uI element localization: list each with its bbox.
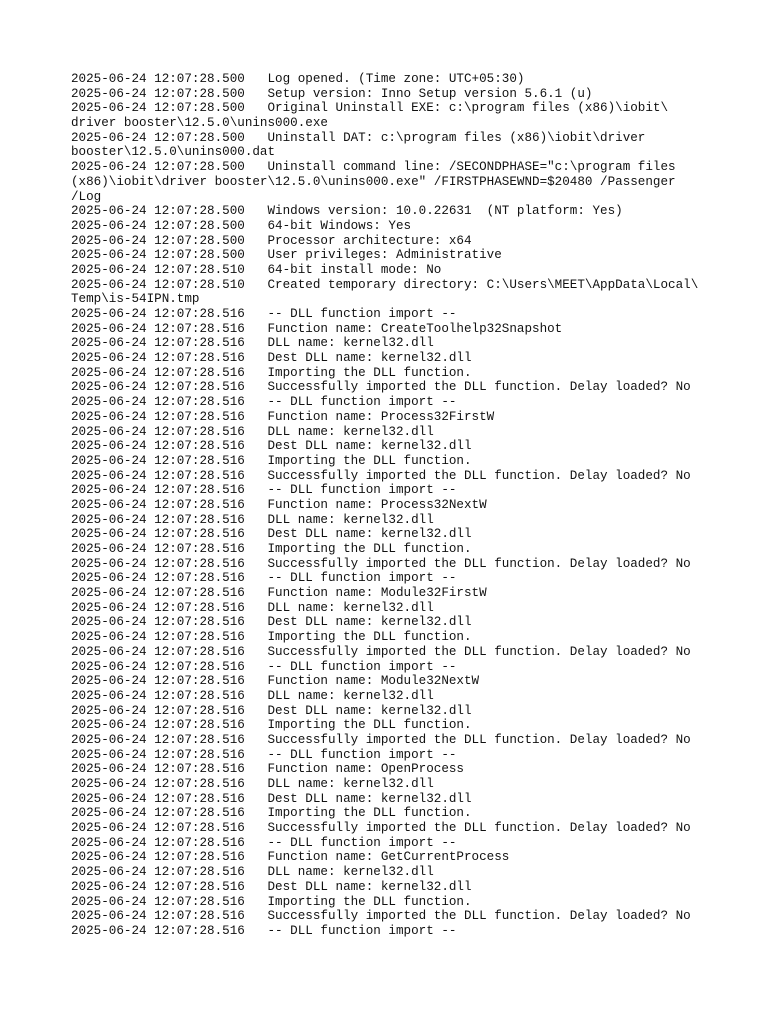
log-line: 2025-06-24 12:07:28.500 Windows version: 10.0.22631 (NT platform: Yes) bbox=[71, 204, 623, 219]
log-line: driver booster\12.5.0\unins000.exe bbox=[71, 116, 328, 131]
log-line: 2025-06-24 12:07:28.516 DLL name: kernel32.dll bbox=[71, 600, 434, 615]
log-line: 2025-06-24 12:07:28.500 User privileges: Administrative bbox=[71, 248, 502, 263]
log-line: 2025-06-24 12:07:28.516 Function name: Module32NextW bbox=[71, 674, 480, 689]
log-line: /Log bbox=[71, 189, 102, 204]
log-line: 2025-06-24 12:07:28.516 -- DLL function import -- bbox=[71, 307, 457, 321]
log-line: 2025-06-24 12:07:28.516 DLL name: kernel32.dll bbox=[71, 336, 434, 351]
log-line: 2025-06-24 12:07:28.500 Setup version: Inno Setup version 5.6.1 (u) bbox=[71, 86, 593, 101]
log-line: 2025-06-24 12:07:28.516 -- DLL function import -- bbox=[71, 395, 457, 410]
log-line: 2025-06-24 12:07:28.516 Successfully imported the DLL function. Delay loaded? No bbox=[71, 644, 691, 659]
log-line: 2025-06-24 12:07:28.516 Successfully imported the DLL function. Delay loaded? No bbox=[71, 732, 691, 747]
log-line: 2025-06-24 12:07:28.516 Importing the DLL function. bbox=[71, 365, 472, 380]
log-line: 2025-06-24 12:07:28.516 Dest DLL name: kernel32.dll bbox=[71, 703, 472, 718]
log-line: 2025-06-24 12:07:28.516 Dest DLL name: kernel32.dll bbox=[71, 351, 472, 366]
log-line: 2025-06-24 12:07:28.516 Dest DLL name: kernel32.dll bbox=[71, 527, 472, 542]
log-line: 2025-06-24 12:07:28.516 -- DLL function import -- bbox=[71, 483, 457, 498]
log-line: 2025-06-24 12:07:28.516 -- DLL function import -- bbox=[71, 571, 457, 586]
log-line: 2025-06-24 12:07:28.516 Dest DLL name: kernel32.dll bbox=[71, 439, 472, 454]
log-line: 2025-06-24 12:07:28.516 Importing the DLL function. bbox=[71, 542, 472, 556]
log-line: 2025-06-24 12:07:28.500 Uninstall DAT: c:\program files (x86)\iobit\driver bbox=[71, 130, 646, 145]
log-line: Temp\is-54IPN.tmp bbox=[71, 292, 200, 307]
log-line: 2025-06-24 12:07:28.516 Importing the DLL function. bbox=[71, 718, 472, 733]
log-line: 2025-06-24 12:07:28.516 Function name: GetCurrentProcess bbox=[71, 850, 510, 865]
log-line: 2025-06-24 12:07:28.516 -- DLL function import -- bbox=[71, 835, 457, 850]
log-line: 2025-06-24 12:07:28.516 Dest DLL name: kernel32.dll bbox=[71, 791, 472, 806]
log-line: 2025-06-24 12:07:28.516 Importing the DLL function. bbox=[71, 453, 472, 468]
log-line: 2025-06-24 12:07:28.516 Dest DLL name: kernel32.dll bbox=[71, 879, 472, 894]
log-line: 2025-06-24 12:07:28.516 -- DLL function import -- bbox=[71, 659, 457, 674]
log-line: 2025-06-24 12:07:28.516 DLL name: kernel32.dll bbox=[71, 865, 434, 880]
log-line: 2025-06-24 12:07:28.500 64-bit Windows: Yes bbox=[71, 218, 412, 233]
log-line: 2025-06-24 12:07:28.516 Successfully imported the DLL function. Delay loaded? No bbox=[71, 821, 691, 836]
log-line: 2025-06-24 12:07:28.510 64-bit install mode: No bbox=[71, 262, 442, 277]
log-line: 2025-06-24 12:07:28.516 Dest DLL name: kernel32.dll bbox=[71, 615, 472, 630]
log-line: 2025-06-24 12:07:28.516 -- DLL function import -- bbox=[71, 747, 457, 762]
log-line: 2025-06-24 12:07:28.516 Function name: Process32FirstW bbox=[71, 409, 495, 424]
log-line: 2025-06-24 12:07:28.516 Successfully imported the DLL function. Delay loaded? No bbox=[71, 380, 691, 395]
log-line: 2025-06-24 12:07:28.500 Original Uninstall EXE: c:\program files (x86)\iobit\ bbox=[71, 101, 669, 116]
log-line: 2025-06-24 12:07:28.516 Importing the DLL function. bbox=[71, 894, 472, 909]
log-line: 2025-06-24 12:07:28.516 Successfully imported the DLL function. Delay loaded? No bbox=[71, 468, 691, 483]
log-line: 2025-06-24 12:07:28.516 Successfully imported the DLL function. Delay loaded? No bbox=[71, 556, 691, 571]
log-line: 2025-06-24 12:07:28.516 Importing the DLL function. bbox=[71, 806, 472, 821]
log-line: 2025-06-24 12:07:28.516 DLL name: kernel32.dll bbox=[71, 512, 434, 527]
log-line: 2025-06-24 12:07:28.516 DLL name: kernel32.dll bbox=[71, 424, 434, 439]
log-line: 2025-06-24 12:07:28.510 Created temporary directory: C:\Users\MEET\AppData\Local\ bbox=[71, 277, 699, 292]
log-line: 2025-06-24 12:07:28.516 DLL name: kernel32.dll bbox=[71, 688, 434, 703]
log-line: 2025-06-24 12:07:28.516 DLL name: kernel32.dll bbox=[71, 777, 434, 791]
log-line: (x86)\iobit\driver booster\12.5.0\unins000.exe" /FIRSTPHASEWND=$20480 /Passenger bbox=[71, 174, 676, 189]
log-line: 2025-06-24 12:07:28.516 -- DLL function import -- bbox=[71, 923, 457, 938]
log-line: 2025-06-24 12:07:28.516 Function name: CreateToolhelp32Snapshot bbox=[71, 321, 563, 336]
log-line: 2025-06-24 12:07:28.500 Processor architecture: x64 bbox=[71, 233, 472, 248]
log-line: 2025-06-24 12:07:28.516 Importing the DLL function. bbox=[71, 630, 472, 645]
log-line: 2025-06-24 12:07:28.500 Uninstall command line: /SECONDPHASE="c:\program files bbox=[71, 160, 676, 175]
log-line: 2025-06-24 12:07:28.516 Successfully imported the DLL function. Delay loaded? No bbox=[71, 909, 691, 924]
log-line: 2025-06-24 12:07:28.516 Function name: OpenProcess bbox=[71, 762, 464, 777]
log-line: 2025-06-24 12:07:28.500 Log opened. (Time zone: UTC+05:30) bbox=[71, 72, 525, 86]
log-line: 2025-06-24 12:07:28.516 Function name: Process32NextW bbox=[71, 497, 487, 512]
log-text bbox=[71, 72, 711, 939]
log-line: booster\12.5.0\unins000.dat bbox=[71, 145, 276, 160]
log-line: 2025-06-24 12:07:28.516 Function name: Module32FirstW bbox=[71, 586, 487, 601]
